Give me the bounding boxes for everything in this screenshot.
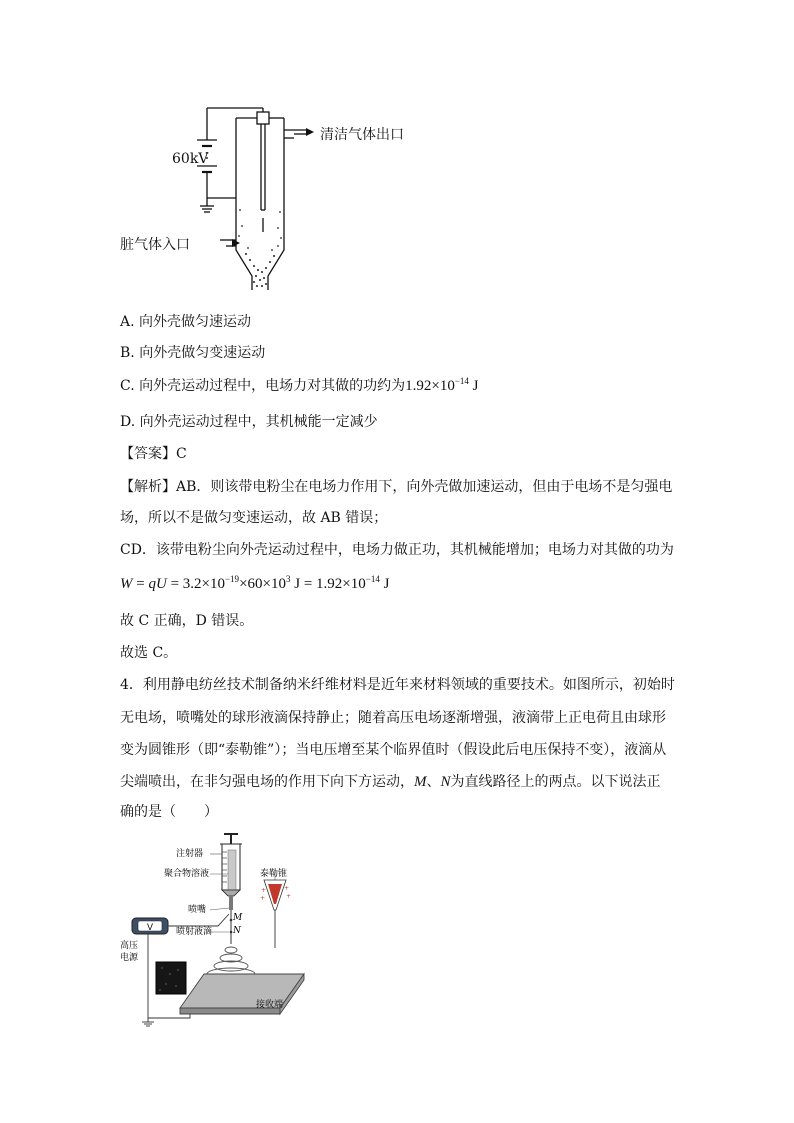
analysis-line-3: CD．该带电粉尘向外壳运动过程中，电场力做正功，其机械能增加；电场力对其做的功为: [120, 542, 674, 558]
svg-text:+: +: [260, 895, 266, 902]
analysis-tag: 【解析】: [120, 479, 176, 495]
power-supply-label-1: 高压: [120, 941, 139, 951]
analysis-line-2: 场，所以不是做匀变速运动，故 AB 错误；: [120, 510, 388, 526]
point-m-label: M: [233, 913, 243, 923]
inlet-label: 脏气体入口: [120, 237, 190, 253]
analysis-line-1: 【解析】AB．则该带电粉尘在电场力作用下，向外壳做加速运动，但由于电场不是匀强电: [120, 479, 673, 495]
option-d: D. 向外壳运动过程中，其机械能一定减少: [120, 414, 378, 430]
option-a: A. 向外壳做匀速运动: [120, 314, 252, 330]
answer-line: [120, 444, 187, 464]
question-4-line-2: 无电场，喷嘴处的球形液滴保持静止；随着高压电场逐渐增强，液滴带上正电荷且由球形: [120, 710, 666, 726]
question-4-line-4: 尖端喷出，在非匀强电场的作用下向下方运动，M、N为直线路径上的两点。以下说法正: [120, 774, 661, 790]
answer-value: C: [176, 446, 187, 462]
nozzle-label: 喷嘴: [188, 905, 207, 915]
option-b: B. 向外壳做匀变速运动: [120, 345, 266, 361]
analysis-line-5: 故选 C。: [120, 645, 178, 661]
outlet-label: 清洁气体出口: [320, 127, 404, 143]
voltage-label: 60kV: [172, 151, 209, 167]
power-supply-label-2: 电源: [120, 953, 139, 963]
analysis-line-4: 故 C 正确，D 错误。: [120, 613, 254, 629]
syringe-label: 注射器: [176, 849, 204, 859]
option-c-text: C. 向外壳运动过程中，电场力对其做的功约为: [120, 378, 406, 394]
svg-text:+: +: [284, 885, 290, 892]
option-c-value: $1.92\times 10^{-14}$ J: [405, 376, 479, 394]
point-n-label: N: [233, 926, 241, 936]
work-formula: W = qU = $3.2\times 10^{-19}\times 60\times 10^3$ $J = 1.92\times 10^{-14}$ J: [120, 574, 390, 592]
taylor-cone-label: 泰勒锥: [260, 869, 288, 879]
solution-label: 聚合物溶液: [164, 869, 210, 879]
question-4-line-5: 确的是（ ）: [120, 804, 218, 820]
voltmeter-symbol: V: [146, 922, 153, 932]
jet-label: 喷射液滴: [176, 927, 213, 937]
collector-label: 接收端: [256, 1000, 284, 1010]
svg-text:+: +: [261, 887, 267, 894]
question-4-line-3: 变为圆锥形（即“泰勒锥”）；当电压增至某个临界值时（假设此后电压保持不变），液滴从: [120, 742, 667, 758]
answer-tag: 【答案】: [120, 446, 176, 462]
svg-text:+: +: [286, 893, 292, 900]
question-4-line-1: 4．利用静电纺丝技术制备纳米纤维材料是近年来材料领域的重要技术。如图所示，初始时: [120, 677, 675, 693]
option-c: [120, 376, 479, 396]
